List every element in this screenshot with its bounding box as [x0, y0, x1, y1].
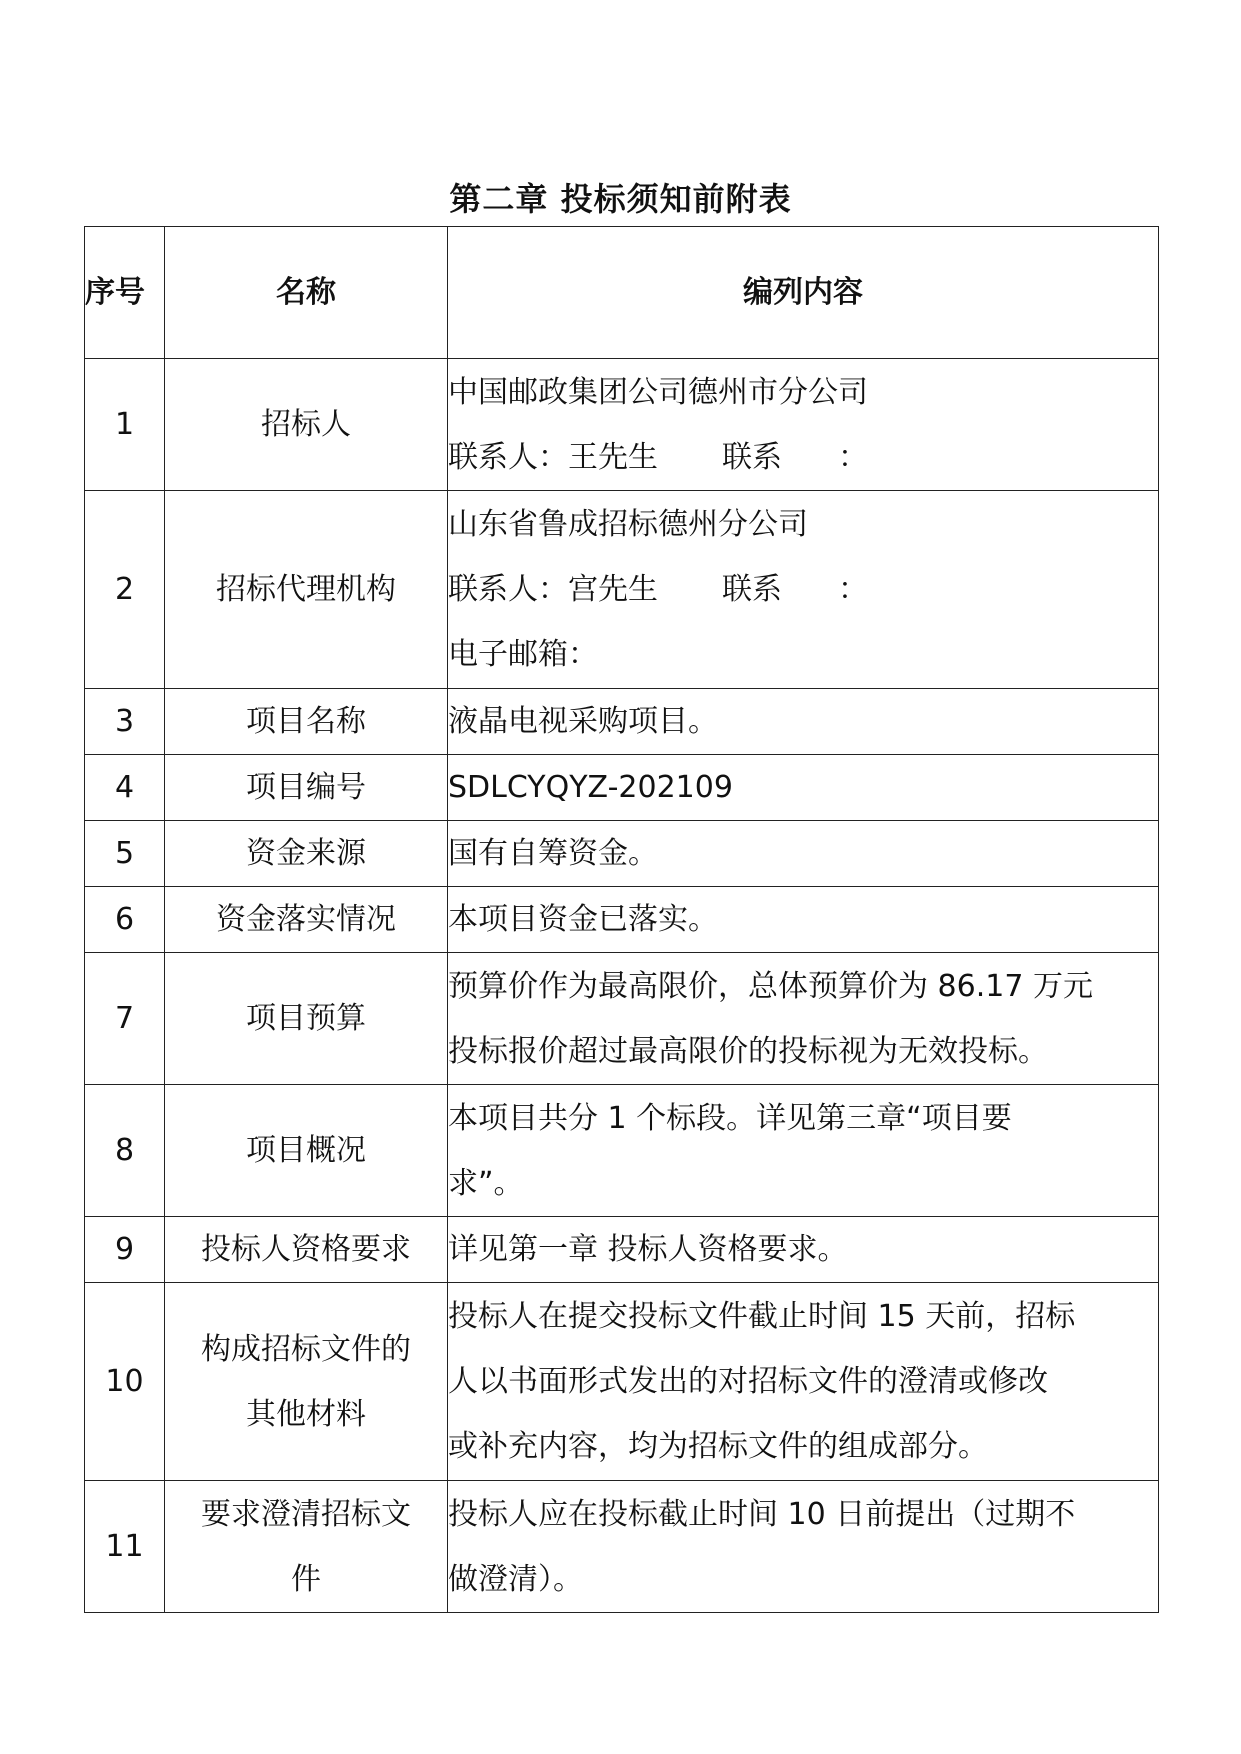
- row-content: [448, 1283, 1159, 1481]
- row-name: 项目概况: [165, 1085, 448, 1217]
- table-row: [85, 359, 1159, 491]
- content-line: 做澄清）。: [448, 1561, 583, 1597]
- row-content: [448, 359, 1159, 491]
- content-line: 山东省鲁成招标德州分公司: [448, 507, 808, 542]
- page-title: 第二章 投标须知前附表: [449, 180, 792, 218]
- contact-person: 联系人：王先生: [448, 439, 658, 475]
- table-row: [85, 1217, 1159, 1283]
- row-name: 投标人资格要求: [165, 1217, 448, 1283]
- row-content: [448, 1085, 1159, 1217]
- row-seq: 6: [85, 887, 165, 953]
- row-content: [448, 953, 1159, 1085]
- content-line: 投标人应在投标截止时间 10 日前提出（过期不: [448, 1496, 1076, 1532]
- table-row: [85, 821, 1159, 887]
- table-row: [85, 1481, 1159, 1613]
- row-content: [448, 1481, 1159, 1613]
- name-line: 其他材料: [246, 1396, 366, 1432]
- row-content: 液晶电视采购项目。: [448, 689, 1159, 755]
- email-line: 电子邮箱：: [448, 637, 598, 672]
- row-name: 资金落实情况: [165, 887, 448, 953]
- name-line: 件: [291, 1561, 321, 1597]
- content-line: 中国邮政集团公司德州市分公司: [448, 374, 868, 410]
- row-content: 国有自筹资金。: [448, 821, 1159, 887]
- table-row: [85, 689, 1159, 755]
- header-content: 编列内容: [448, 227, 1159, 359]
- table-row: [85, 491, 1159, 689]
- row-seq: 11: [85, 1481, 165, 1613]
- name-line: 要求澄清招标文: [201, 1496, 411, 1532]
- row-name: 招标人: [165, 359, 448, 491]
- row-name: 项目预算: [165, 953, 448, 1085]
- contact-colon: ：: [838, 572, 868, 607]
- contact-colon: ：: [838, 439, 868, 475]
- table-row: [85, 1283, 1159, 1481]
- row-name: [165, 1481, 448, 1613]
- content-line: 投标报价超过最高限价的投标视为无效投标。: [448, 1033, 1048, 1069]
- row-name: 项目名称: [165, 689, 448, 755]
- contact-person: 联系人：宫先生: [448, 572, 658, 607]
- row-seq: 5: [85, 821, 165, 887]
- row-name: 资金来源: [165, 821, 448, 887]
- content-line: 本项目共分 1 个标段。详见第三章“项目要: [448, 1100, 1012, 1136]
- table-header-row: [85, 227, 1159, 359]
- table-row: [85, 755, 1159, 821]
- contact-label: 联系: [722, 439, 782, 475]
- row-content: 详见第一章 投标人资格要求。: [448, 1217, 1159, 1283]
- row-name: 项目编号: [165, 755, 448, 821]
- row-seq: 7: [85, 953, 165, 1085]
- row-seq: 4: [85, 755, 165, 821]
- row-content: SDLCYQYZ-202109: [448, 755, 1159, 821]
- content-line: 求”。: [448, 1165, 524, 1201]
- header-seq: 序号: [85, 227, 165, 359]
- contact-line: [448, 425, 1158, 490]
- contact-line: [448, 557, 1158, 622]
- contact-label: 联系: [722, 572, 782, 607]
- content-line: 预算价作为最高限价，总体预算价为 86.17 万元: [448, 968, 1093, 1004]
- name-line: 构成招标文件的: [201, 1331, 411, 1367]
- content-line: 人以书面形式发出的对招标文件的澄清或修改: [448, 1364, 1048, 1399]
- table-row: [85, 1085, 1159, 1217]
- header-name: 名称: [165, 227, 448, 359]
- row-name: 招标代理机构: [165, 491, 448, 689]
- table-row: [85, 953, 1159, 1085]
- content-line: 投标人在提交投标文件截止时间 15 天前，招标: [448, 1299, 1076, 1334]
- row-seq: 2: [85, 491, 165, 689]
- row-seq: 3: [85, 689, 165, 755]
- row-name: [165, 1283, 448, 1481]
- row-content: [448, 491, 1159, 689]
- row-seq: 8: [85, 1085, 165, 1217]
- content-line: 或补充内容，均为招标文件的组成部分。: [448, 1429, 988, 1464]
- row-content: 本项目资金已落实。: [448, 887, 1159, 953]
- row-seq: 9: [85, 1217, 165, 1283]
- row-seq: 1: [85, 359, 165, 491]
- row-seq: 10: [85, 1283, 165, 1481]
- table-row: [85, 887, 1159, 953]
- tender-notice-table: [84, 226, 1159, 1613]
